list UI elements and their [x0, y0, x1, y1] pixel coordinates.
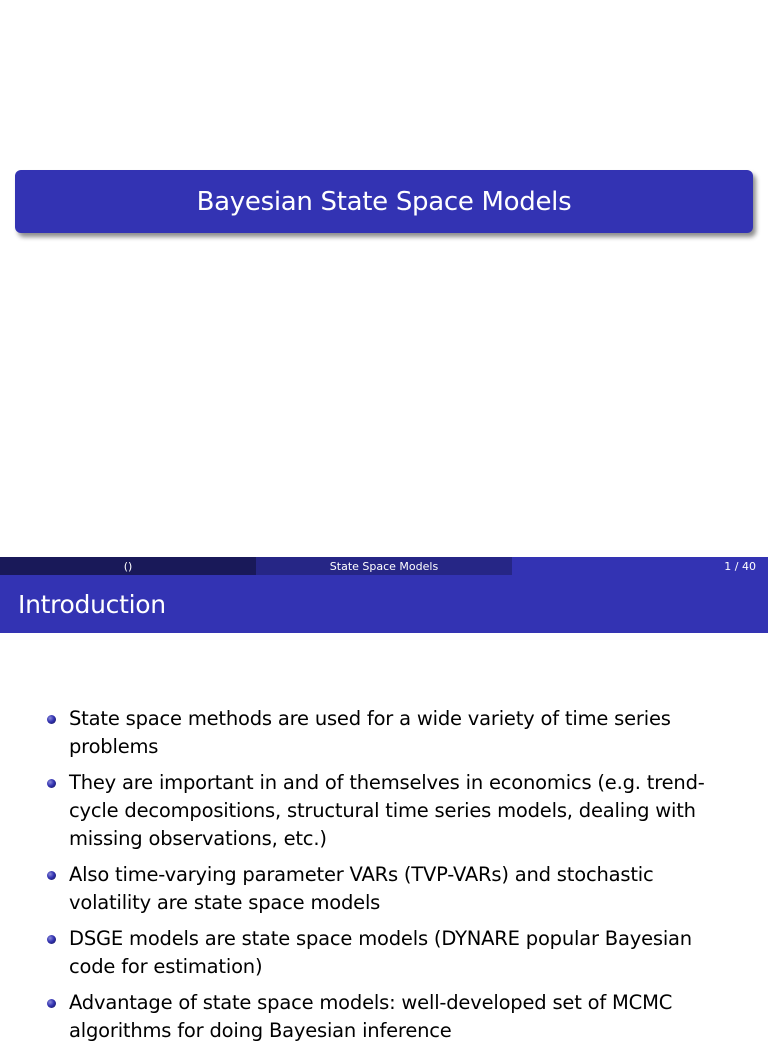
bullet-text: State space methods are used for a wide variety of time series problems [69, 707, 671, 758]
title-box [15, 170, 753, 233]
list-item [0, 705, 768, 761]
footer-author [0, 557, 256, 575]
bullet-icon [47, 871, 56, 880]
bullet-text: Also time-varying parameter VARs (TVP-VARs) and stochastic volatility are state space models [69, 863, 654, 914]
list-item [0, 989, 768, 1045]
presentation-title: Bayesian State Space Models [196, 186, 572, 217]
footer-page-number [512, 557, 768, 575]
bullet-text: DSGE models are state space models (DYNARE popular Bayesian code for estimation) [69, 927, 692, 978]
footer-author-text: () [123, 559, 133, 573]
list-item [0, 925, 768, 981]
bullet-list [0, 705, 768, 1053]
bullet-icon [47, 935, 56, 944]
bullet-text: They are important in and of themselves in economics (e.g. trend-cycle decompositions, structural time series models, dealing with missing observations, etc.) [69, 771, 705, 850]
bullet-icon [47, 999, 56, 1008]
footer-page-number-text: 1 / 40 [724, 559, 756, 573]
frame-title-bar [0, 575, 768, 633]
list-item [0, 769, 768, 853]
footer-short-title-text: State Space Models [329, 559, 439, 573]
bullet-text: Advantage of state space models: well-developed set of MCMC algorithms for doing Bayesian inference [69, 991, 673, 1042]
bullet-icon [47, 779, 56, 788]
footer-short-title [256, 557, 512, 575]
list-item [0, 861, 768, 917]
bullet-icon [47, 715, 56, 724]
frame-title: Introduction [18, 589, 166, 619]
footer-bar [0, 557, 768, 575]
